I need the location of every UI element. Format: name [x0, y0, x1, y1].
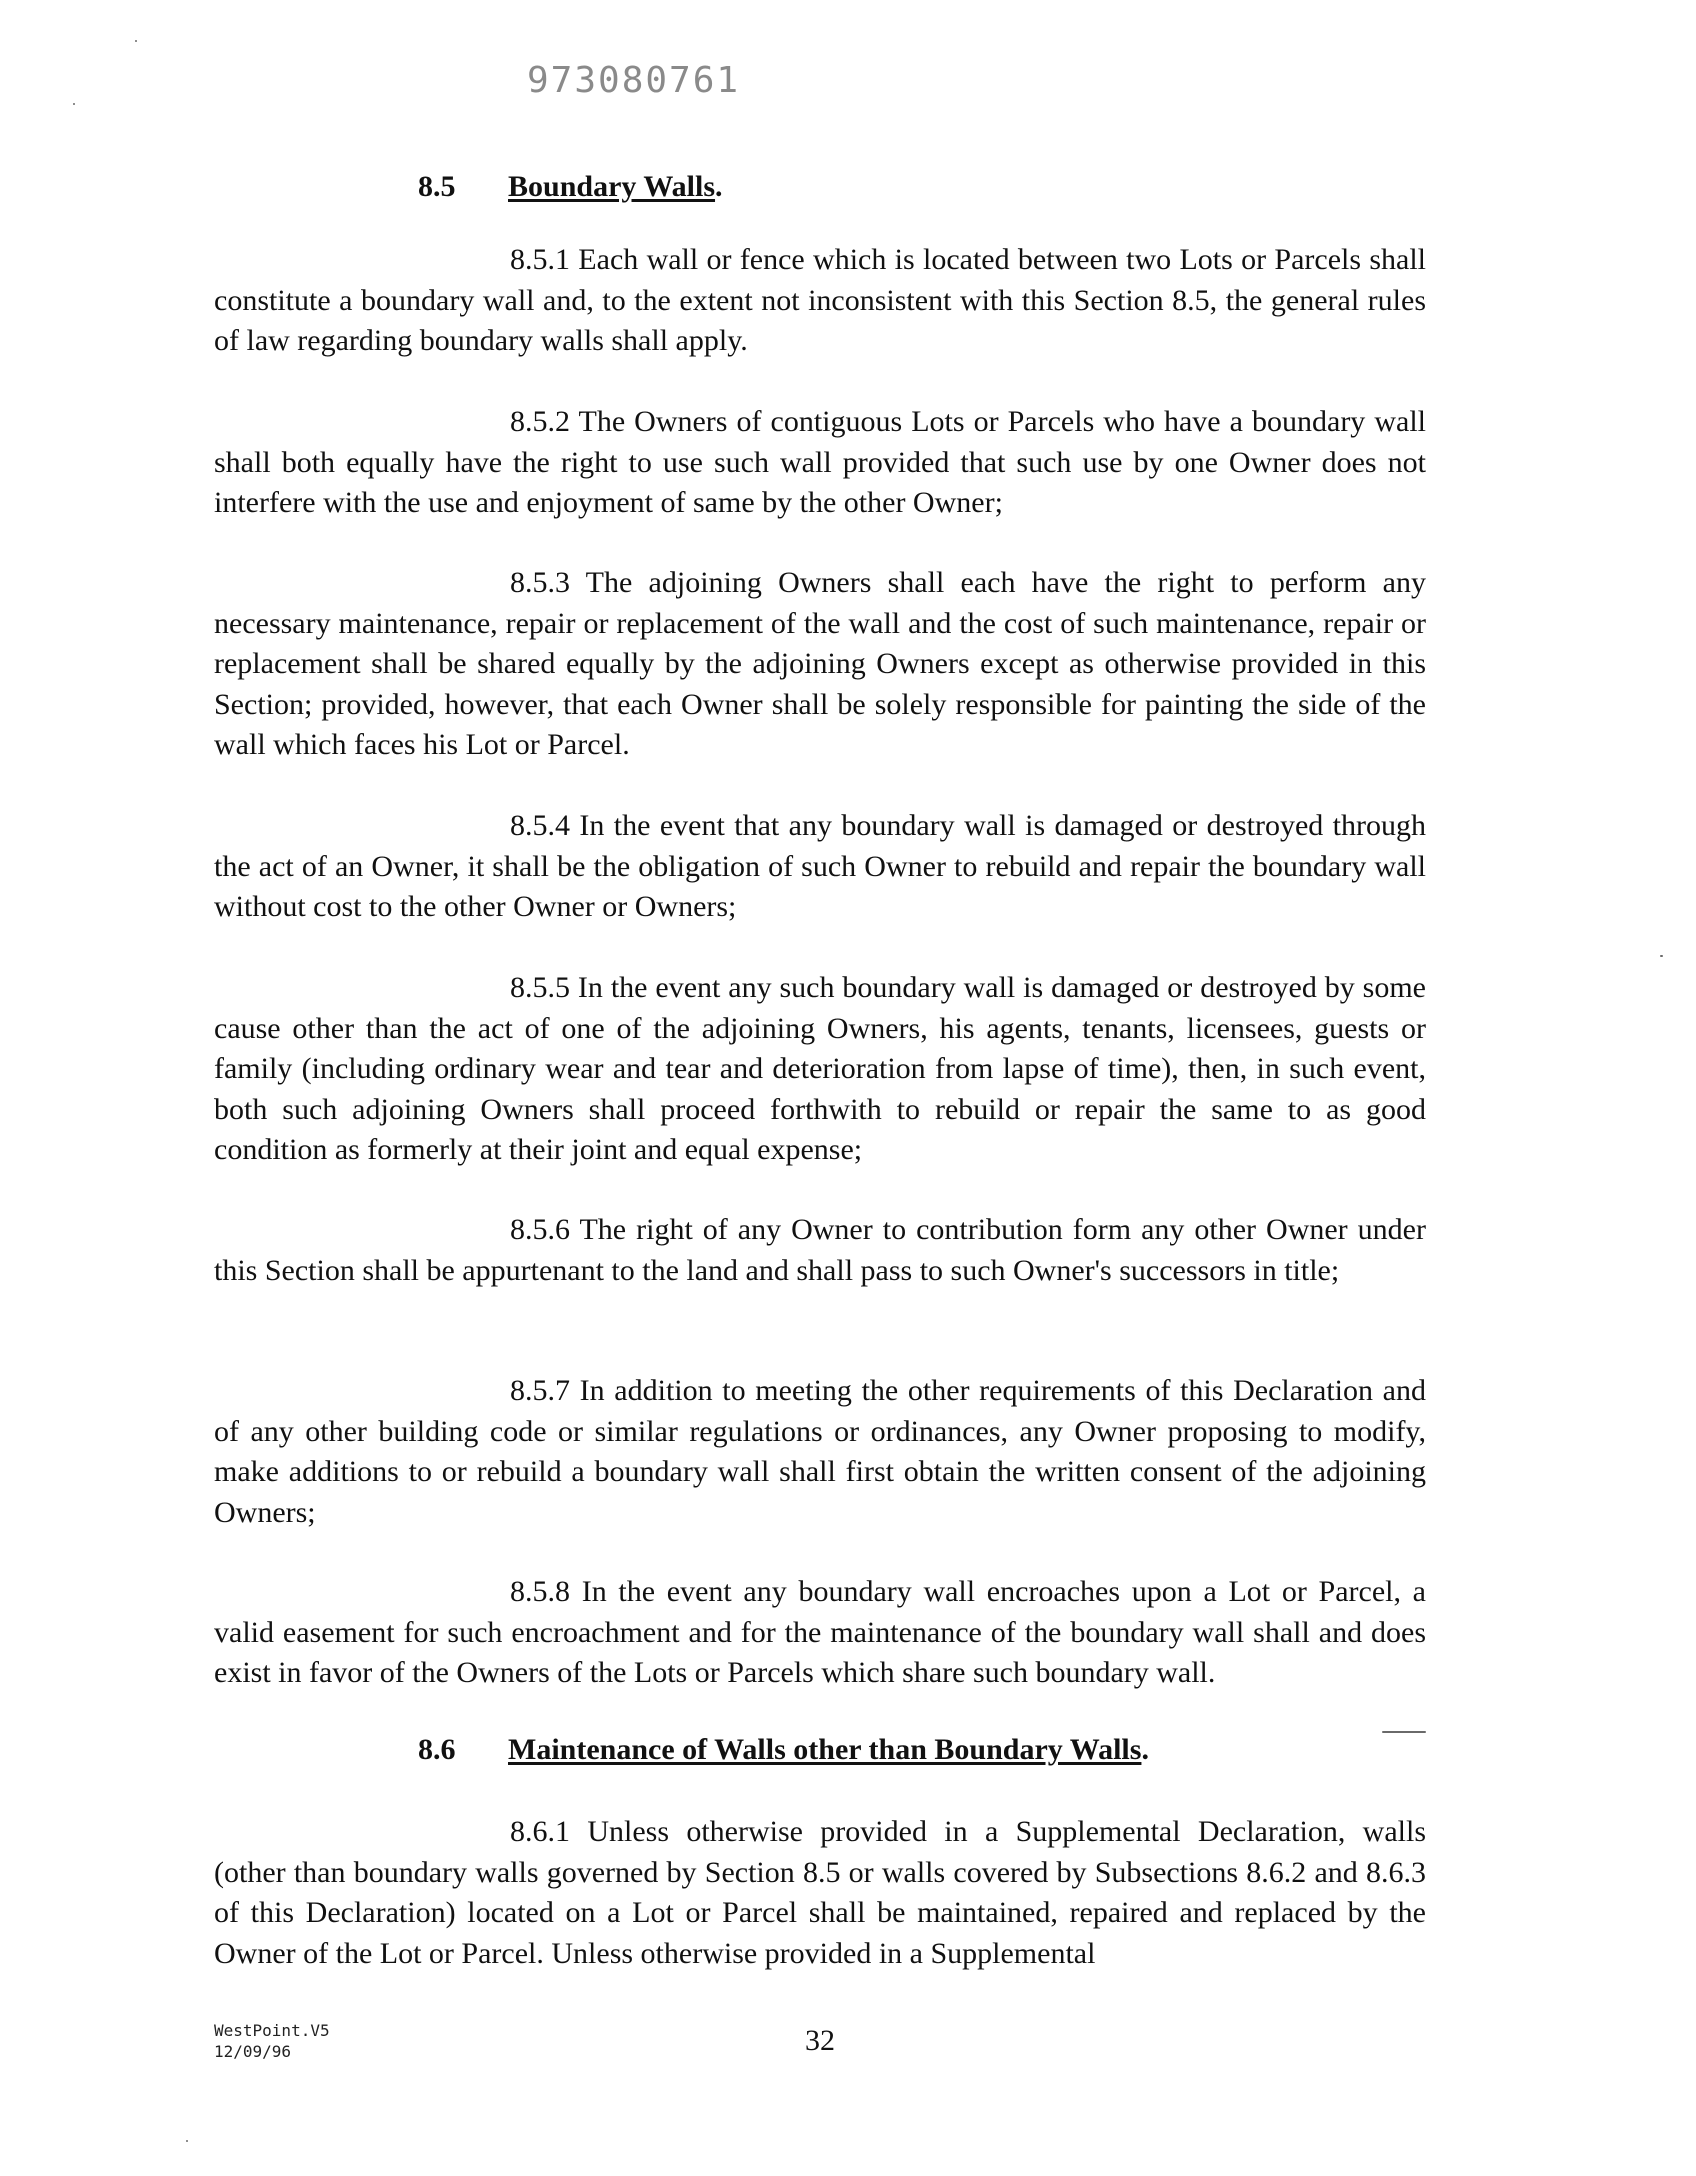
section-title-period: . — [715, 170, 723, 203]
footer-date: 12/09/96 — [214, 2042, 292, 2061]
page-number: 32 — [805, 2024, 835, 2057]
paragraph-8-5-1: 8.5.1 Each wall or fence which is located between two Lots or Parcels shall constitute a boundary wall and, to the extent not inconsistent with this Section 8.5, the general rules of law regarding boundary walls shall apply. — [214, 243, 1426, 357]
paragraph-8-5-5: 8.5.5 In the event any such boundary wall is damaged or destroyed by some cause other than the act of one of the adjoining Owners, his agents, tenants, licensees, guests or family (including ordinary wear and tear and deterioration from lapse of time), then, in such event, both such adjoining Owners shall proceed forthwith to rebuild or repair the same to as good condition as formerly at their joint and equal expense; — [214, 971, 1426, 1166]
scan-speck — [186, 2140, 188, 2142]
paragraph-8-6-1: 8.6.1 Unless otherwise provided in a Supplemental Declaration, walls (other than boundary walls governed by Section 8.5 or walls covered by Subsections 8.6.2 and 8.6.3 of this Declaration) located on a Lot or Parcel shall be maintained, repaired and replaced by the Owner of the Lot or Parcel. Unless otherwise provided in a Supplemental — [214, 1815, 1426, 1970]
section-heading-8-6 — [418, 1730, 1149, 1770]
section-number: 8.6 — [418, 1733, 456, 1766]
section-title: Boundary Walls — [508, 170, 716, 203]
footer-file-id — [214, 2020, 330, 2062]
document-number-stamp: 973080761 — [527, 60, 741, 101]
paragraph-8-5-3: 8.5.3 The adjoining Owners shall each have the right to perform any necessary maintenance, repair or replacement of the wall and the cost of such maintenance, repair or replacement shall be shared equally by the adjoining Owners except as otherwise provided in this Section; provided, however, that each Owner shall be solely responsible for painting the side of the wall which faces his Lot or Parcel. — [214, 566, 1426, 761]
scan-speck — [73, 103, 75, 105]
paragraph-8-5-7: 8.5.7 In addition to meeting the other requirements of this Declaration and of any other building code or similar regulations or ordinances, any Owner proposing to modify, make additions to or rebuild a boundary wall shall first obtain the written consent of the adjoining Owners; — [214, 1374, 1426, 1529]
scan-speck — [135, 40, 137, 42]
paragraph-8-5-4: 8.5.4 In the event that any boundary wall is damaged or destroyed through the act of an Owner, it shall be the obligation of such Owner to rebuild and repair the boundary wall without cost to the other Owner or Owners; — [214, 809, 1426, 923]
paragraph-8-5-8: 8.5.8 In the event any boundary wall encroaches upon a Lot or Parcel, a valid easement for such encroachment and for the maintenance of the boundary wall shall and does exist in favor of the Owners of the Lots or Parcels which share such boundary wall. — [214, 1575, 1426, 1689]
paragraph-8-5-6: 8.5.6 The right of any Owner to contribution form any other Owner under this Section shall be appurtenant to the land and shall pass to such Owner's successors in title; — [214, 1213, 1426, 1287]
footer-file-name: WestPoint.V5 — [214, 2021, 330, 2040]
scan-speck — [1660, 955, 1663, 957]
section-title-period: . — [1141, 1733, 1149, 1766]
section-heading-8-5 — [418, 167, 723, 207]
section-title: Maintenance of Walls other than Boundary Walls — [508, 1733, 1142, 1766]
section-number: 8.5 — [418, 170, 456, 203]
scan-speck — [1382, 1731, 1426, 1733]
paragraph-8-5-2: 8.5.2 The Owners of contiguous Lots or Parcels who have a boundary wall shall both equally have the right to use such wall provided that such use by one Owner does not interfere with the use and enjoyment of same by the other Owner; — [214, 405, 1426, 519]
